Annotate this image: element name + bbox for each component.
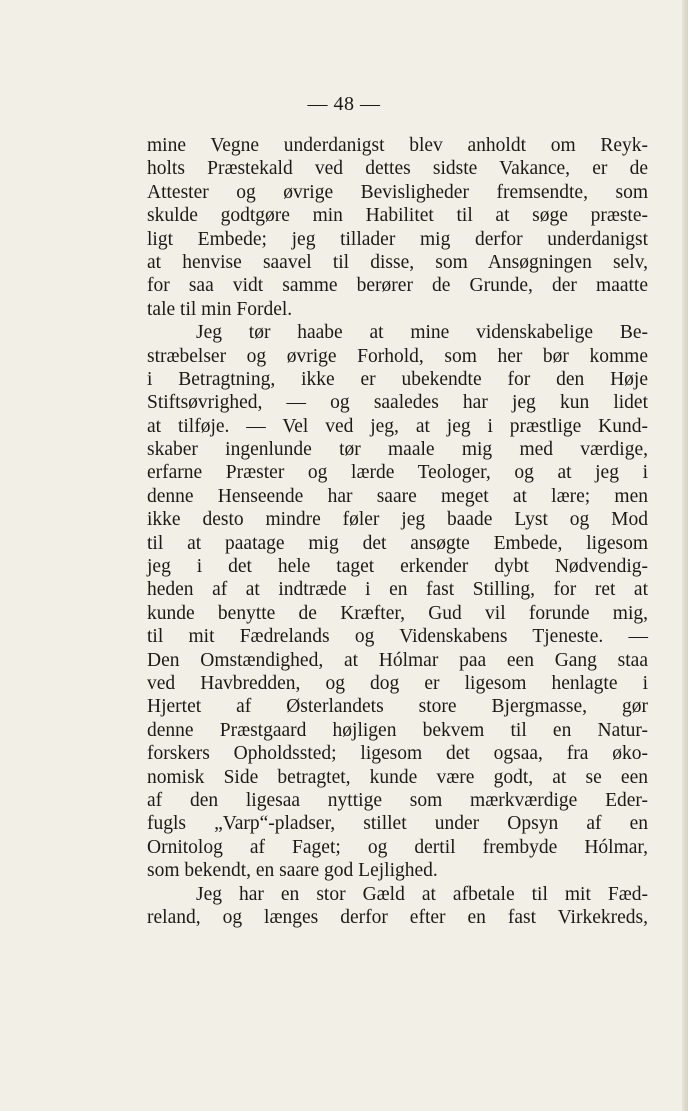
text-line: Hjertet af Østerlandets store Bjergmasse, gør <box>147 696 648 718</box>
page-edge <box>682 0 688 1111</box>
text-line: mine Vegne underdanigst blev anholdt om Reyk- <box>147 135 648 156</box>
text-line: denne Præstgaard højligen bekvem til en Natur- <box>147 719 648 741</box>
text-line: til mit Fædrelands og Videnskabens Tjeneste. — <box>147 626 648 648</box>
text-line: i Betragtning, ikke er ubekendte for den Høje <box>147 368 648 390</box>
text-line: tale til min Fordel. <box>147 298 293 320</box>
text-line: Stiftsøvrighed, — og saaledes har jeg kun lidet <box>147 392 648 414</box>
text-line: ikke desto mindre føler jeg baade Lyst og Mod <box>147 509 648 531</box>
text-line: erfarne Præster og lærde Teologer, og at jeg i <box>147 462 648 484</box>
text-line: fugls „Varp“-pladser, stillet under Opsyn af en <box>147 813 648 835</box>
text-line: Den Omstændighed, at Hólmar paa een Gang staa <box>147 649 648 671</box>
text-line: skulde godtgøre min Habilitet til at søge præste- <box>147 205 648 227</box>
text-line: Attester og øvrige Bevisligheder fremsendte, som <box>147 181 648 203</box>
text-line: forskers Opholdssted; ligesom det ogsaa, fra øko- <box>147 743 648 765</box>
text-line: holts Præstekald ved dettes sidste Vakance, er de <box>147 158 648 180</box>
text-line: af den ligesaa nyttige som mærkværdige Eder- <box>147 789 648 811</box>
text-line: reland, og længes derfor efter en fast Virkekreds, <box>147 906 648 928</box>
text-line: nomisk Side betragtet, kunde være godt, at se een <box>147 766 648 788</box>
text-line: jeg i det hele taget erkender dybt Nødvendig- <box>147 556 648 578</box>
text-line: Ornitolog af Faget; og dertil frembyde Hólmar, <box>147 836 648 858</box>
text-line: skaber ingenlunde tør maale mig med værdige, <box>147 439 648 461</box>
text-line: til at paatage mig det ansøgte Embede, ligesom <box>147 532 648 554</box>
text-line: ligt Embede; jeg tillader mig derfor underdanigst <box>147 228 648 250</box>
text-line: for saa vidt samme berører de Grunde, der maatte <box>147 275 648 297</box>
text-line: denne Henseende har saare meget at lære; men <box>147 485 648 507</box>
text-line: stræbelser og øvrige Forhold, som her bør komme <box>147 345 648 367</box>
text-line: Jeg har en stor Gæld at afbetale til mit Fæd- <box>196 883 648 905</box>
page-number: — 48 — <box>307 93 381 115</box>
text-line: Jeg tør haabe at mine videnskabelige Be- <box>196 322 648 344</box>
text-line: at henvise saavel til disse, som Ansøgningen selv, <box>147 251 648 273</box>
body-text <box>147 134 648 929</box>
text-line: at tilføje. — Vel ved jeg, at jeg i præstlige Kund- <box>147 415 648 437</box>
text-line: ved Havbredden, og dog er ligesom henlagte i <box>147 672 648 694</box>
text-line: kunde benytte de Kræfter, Gud vil forunde mig, <box>147 602 648 624</box>
text-line: som bekendt, en saare god Lejlighed. <box>147 860 438 882</box>
text-line: heden af at indtræde i en fast Stilling, for ret at <box>147 579 648 601</box>
